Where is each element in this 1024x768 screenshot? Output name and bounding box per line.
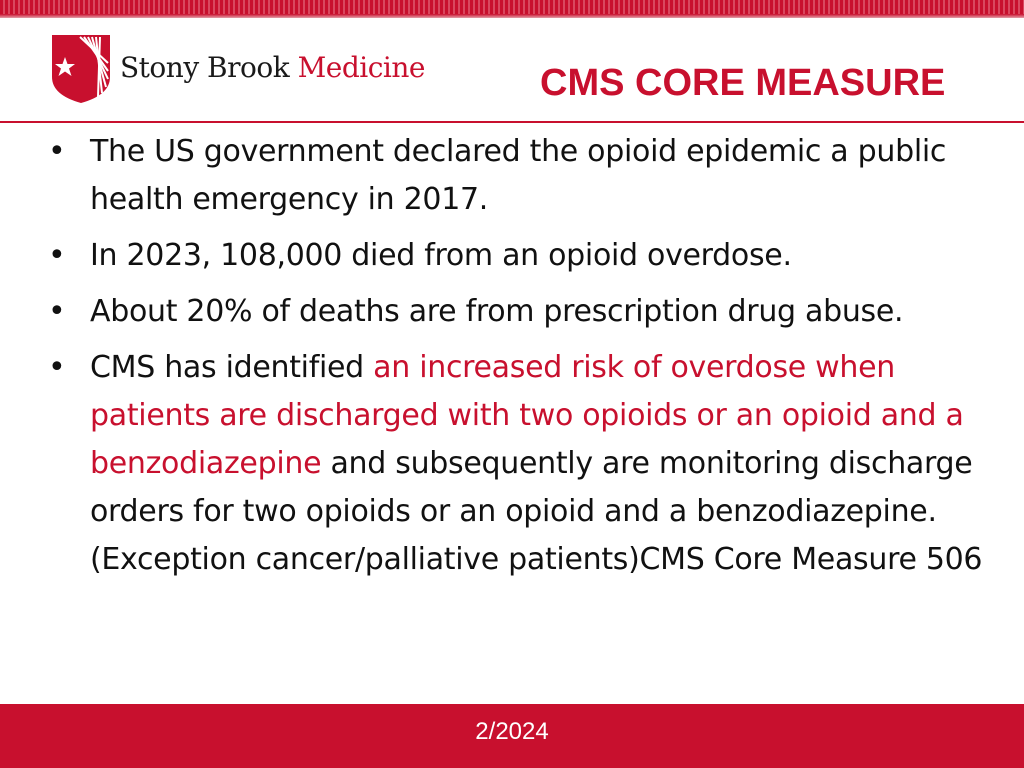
logo-text-stony-brook: Stony Brook [120, 51, 298, 84]
bullet-text-suffix: and subsequently are monitoring discharge orders for two opioids or an opioid and a benzodiazepine. (Exception cancer/palliative patients)CMS Core Measure 506 [90, 446, 983, 577]
bullet-text: About 20% of deaths are from prescription drug abuse. [90, 294, 904, 329]
bullet-icon: • [48, 134, 66, 169]
logo-wordmark [120, 51, 425, 84]
bullet-text: The US government declared the opioid epidemic a public health emergency in 2017. [90, 134, 947, 217]
bullet-item [48, 344, 988, 584]
stony-brook-medicine-logo [50, 33, 450, 105]
slide-title: CMS CORE MEASURE [540, 62, 946, 104]
footer-date: 2/2024 [475, 718, 549, 745]
bullet-item [48, 288, 988, 336]
bullet-text-highlight: an increased risk of overdose when patients are discharged with two opioids or an opioid and a benzodiazepine [90, 350, 964, 481]
bullet-icon: • [48, 350, 66, 385]
logo-text-medicine: Medicine [297, 51, 425, 84]
bullet-icon: • [48, 238, 66, 273]
bullet-list [48, 128, 988, 592]
shield-star-logo-icon [50, 33, 112, 105]
bullet-item [48, 232, 988, 280]
bullet-item [48, 128, 988, 224]
bullet-icon: • [48, 294, 66, 329]
top-stripe-fade [0, 14, 1024, 18]
title-divider [0, 121, 1024, 123]
bullet-text-prefix: CMS has identified [90, 350, 374, 385]
bullet-text: In 2023, 108,000 died from an opioid overdose. [90, 238, 792, 273]
